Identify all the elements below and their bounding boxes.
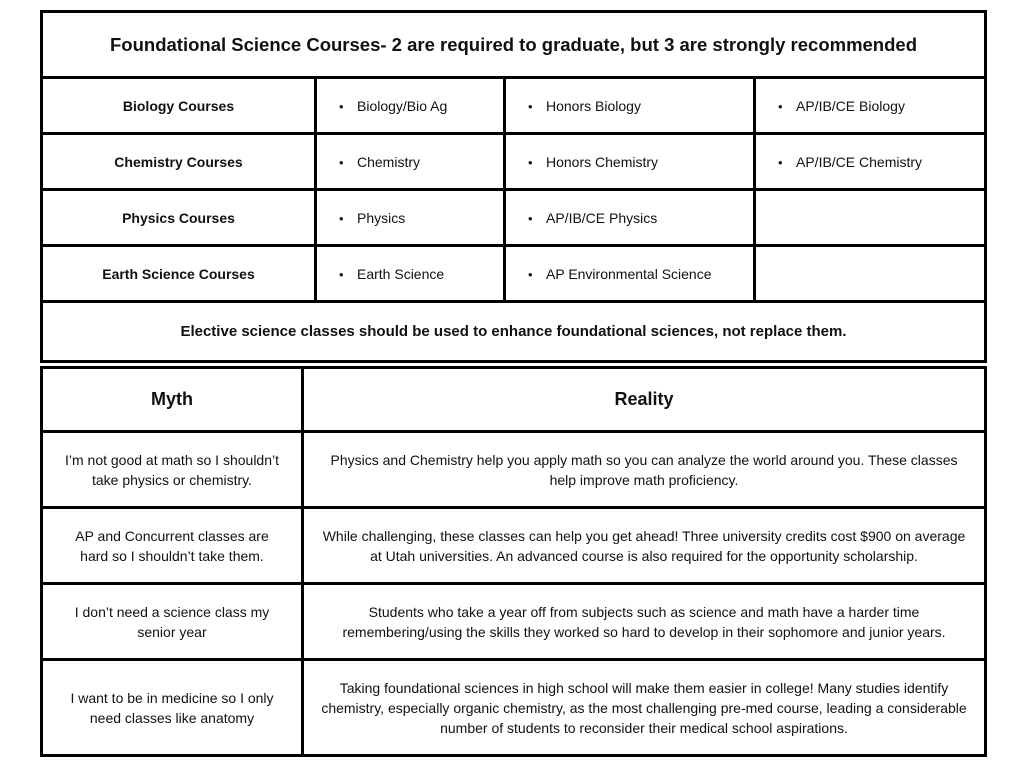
course-item: [505, 190, 755, 246]
category-label: Physics Courses: [42, 190, 316, 246]
reality-text: Taking foundational sciences in high school will make them easier in college! Many studies identify chemistry, especially organic chemistry, as the most challenging pre-med course, leading a considerable number of students to reconsider their medical school aspirations.: [303, 660, 986, 756]
reality-text: Physics and Chemistry help you apply math so you can analyze the world around you. These classes help improve math proficiency.: [303, 432, 986, 508]
category-label: Chemistry Courses: [42, 134, 316, 190]
bullet-icon: •: [528, 98, 533, 114]
course-item: [505, 246, 755, 302]
bullet-icon: •: [528, 266, 533, 282]
myth-row: [42, 508, 986, 584]
course-name: Physics: [357, 209, 406, 226]
elective-note: Elective science classes should be used to enhance foundational sciences, not replace them.: [42, 302, 986, 362]
bullet-icon: •: [339, 210, 344, 226]
myth-text: I don’t need a science class my senior year: [42, 584, 303, 660]
course-row-biology: [42, 78, 986, 134]
course-item: [755, 78, 986, 134]
bullet-icon: •: [778, 154, 783, 170]
course-row-earth-science: [42, 246, 986, 302]
bullet-icon: •: [528, 210, 533, 226]
course-name: AP/IB/CE Chemistry: [796, 153, 923, 170]
course-name: Biology/Bio Ag: [357, 97, 448, 114]
course-name: Honors Chemistry: [546, 153, 659, 170]
course-item: [316, 246, 505, 302]
myth-row: [42, 584, 986, 660]
reality-text: While challenging, these classes can help you get ahead! Three university credits cost $900 on average at Utah universities. An advanced course is also required for the opportunity scholarship.: [303, 508, 986, 584]
course-name: Chemistry: [357, 153, 421, 170]
course-item: [755, 134, 986, 190]
foundational-courses-table: [40, 10, 987, 363]
myth-header: Myth: [42, 368, 303, 432]
courses-table-title: Foundational Science Courses- 2 are required to graduate, but 3 are strongly recommended: [42, 12, 986, 78]
bullet-icon: •: [339, 98, 344, 114]
course-name: AP Environmental Science: [546, 265, 712, 282]
myth-row: [42, 660, 986, 756]
reality-text: Students who take a year off from subjects such as science and math have a harder time remembering/using the skills they worked so hard to develop in their sophomore and junior years.: [303, 584, 986, 660]
course-item: [505, 134, 755, 190]
myth-text: AP and Concurrent classes are hard so I shouldn’t take them.: [42, 508, 303, 584]
reality-header: Reality: [303, 368, 986, 432]
course-name: Earth Science: [357, 265, 445, 282]
course-name: Honors Biology: [546, 97, 641, 114]
bullet-icon: •: [528, 154, 533, 170]
course-row-physics: [42, 190, 986, 246]
course-item: [505, 78, 755, 134]
myth-reality-table: [40, 366, 987, 757]
category-label: Earth Science Courses: [42, 246, 316, 302]
course-item: [316, 190, 505, 246]
course-item: [316, 78, 505, 134]
empty-cell: [755, 190, 986, 246]
myth-text: I’m not good at math so I shouldn’t take physics or chemistry.: [42, 432, 303, 508]
empty-cell: [755, 246, 986, 302]
course-item: [316, 134, 505, 190]
bullet-icon: •: [339, 266, 344, 282]
myth-text: I want to be in medicine so I only need classes like anatomy: [42, 660, 303, 756]
bullet-icon: •: [339, 154, 344, 170]
bullet-icon: •: [778, 98, 783, 114]
category-label: Biology Courses: [42, 78, 316, 134]
course-name: AP/IB/CE Physics: [546, 209, 658, 226]
myth-row: [42, 432, 986, 508]
course-row-chemistry: [42, 134, 986, 190]
course-name: AP/IB/CE Biology: [796, 97, 905, 114]
